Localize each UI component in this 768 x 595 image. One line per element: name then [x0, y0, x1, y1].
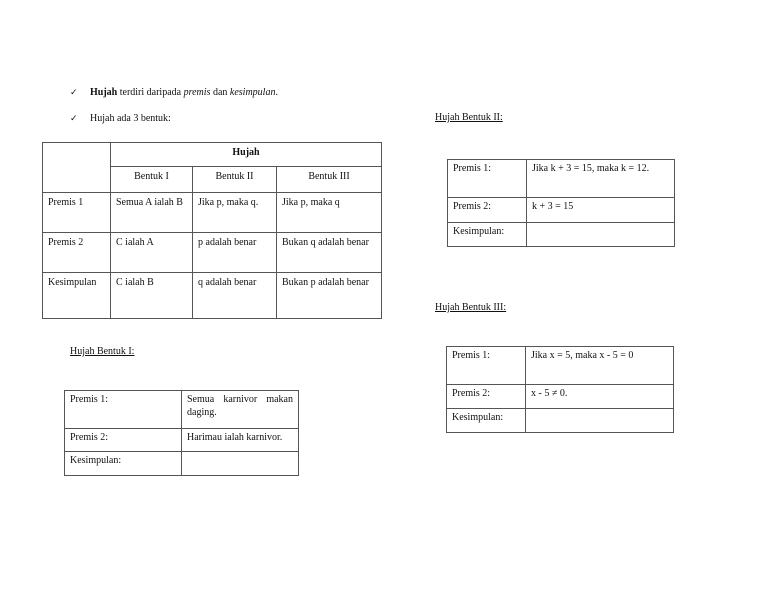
table-row: [448, 160, 675, 198]
row-label: Premis 1:: [447, 347, 526, 385]
table-cell: Jika k + 3 = 15, maka k = 12.: [527, 160, 675, 198]
bullet-text: Hujah ada 3 bentuk:: [90, 113, 171, 124]
group-header: Hujah: [111, 143, 382, 167]
column-header: Bentuk I: [111, 167, 193, 193]
table-row: [43, 233, 382, 273]
table-row: [65, 429, 299, 452]
row-label: Premis 1: [43, 193, 111, 233]
table-row: [43, 193, 382, 233]
empty-corner-cell: [43, 143, 111, 193]
row-label: Premis 1:: [448, 160, 527, 198]
table-row: [447, 385, 674, 409]
table-row: [447, 409, 674, 433]
table-cell: k + 3 = 15: [527, 198, 675, 223]
row-label: Kesimpulan:: [65, 452, 182, 476]
table-cell: Jika x = 5, maka x - 5 = 0: [526, 347, 674, 385]
table-row: [447, 347, 674, 385]
table-row: [43, 273, 382, 319]
table-cell: Jika p, maka q: [277, 193, 382, 233]
table-cell: [526, 409, 674, 433]
checkmark-icon: ✓: [70, 88, 78, 98]
bullet-hujah-forms: [70, 112, 171, 126]
row-label: Kesimpulan: [43, 273, 111, 319]
table-cell: C ialah B: [111, 273, 193, 319]
table-row: [65, 391, 299, 429]
table-cell: C ialah A: [111, 233, 193, 273]
table-cell: Harimau ialah karnivor.: [182, 429, 299, 452]
table-cell: Bukan p adalah benar: [277, 273, 382, 319]
table-cell: Bukan q adalah benar: [277, 233, 382, 273]
column-header: Bentuk II: [193, 167, 277, 193]
bentuk3-table: [446, 346, 674, 433]
hujah-table: [42, 142, 382, 319]
row-label: Kesimpulan:: [447, 409, 526, 433]
row-label: Premis 2:: [65, 429, 182, 452]
table-cell: q adalah benar: [193, 273, 277, 319]
table-row: [448, 198, 675, 223]
bentuk1-table: [64, 390, 299, 476]
row-label: Premis 2: [43, 233, 111, 273]
row-label: Premis 1:: [65, 391, 182, 429]
table-cell: Jika p, maka q.: [193, 193, 277, 233]
column-header: Bentuk III: [277, 167, 382, 193]
row-label: Premis 2:: [447, 385, 526, 409]
row-label: Premis 2:: [448, 198, 527, 223]
bentuk3-title: Hujah Bentuk III:: [435, 302, 507, 313]
table-cell: [182, 452, 299, 476]
bentuk2-table: [447, 159, 675, 247]
table-row: [65, 452, 299, 476]
table-cell: p adalah benar: [193, 233, 277, 273]
table-cell: [527, 223, 675, 247]
table-cell: Semua karnivor makan daging.: [182, 391, 299, 429]
table-cell: x - 5 ≠ 0.: [526, 385, 674, 409]
bullet-text: Hujah terdiri daripada premis dan kesimpulan.: [90, 87, 278, 98]
row-label: Kesimpulan:: [448, 223, 527, 247]
bentuk2-title: Hujah Bentuk II:: [435, 112, 503, 123]
table-row: [448, 223, 675, 247]
checkmark-icon: ✓: [70, 114, 78, 124]
bentuk1-title: Hujah Bentuk I:: [70, 346, 135, 357]
bullet-hujah-definition: [70, 86, 278, 100]
table-cell: Semua A ialah B: [111, 193, 193, 233]
